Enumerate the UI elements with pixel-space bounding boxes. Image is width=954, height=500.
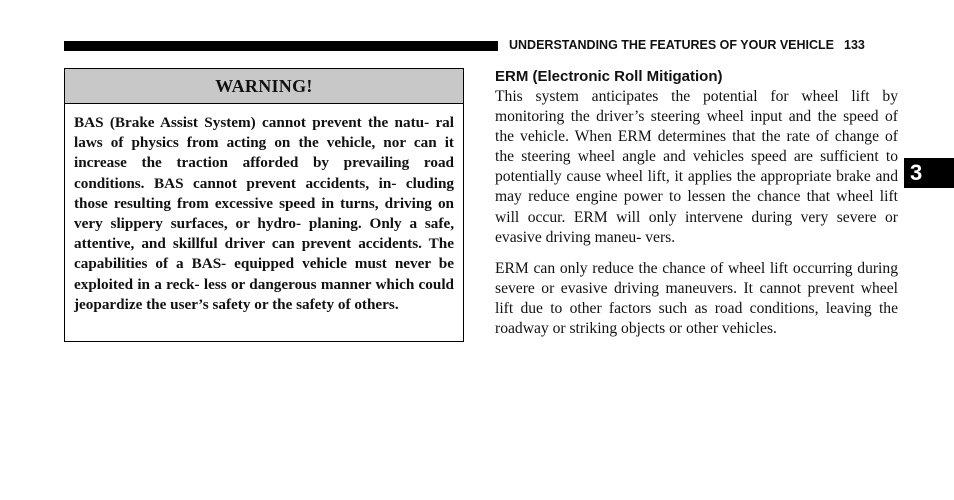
section-title: UNDERSTANDING THE FEATURES OF YOUR VEHICLE (509, 38, 835, 52)
warning-body: BAS (Brake Assist System) cannot prevent the natu- ral laws of physics from acting on the vehicle, nor can it increase the traction afforded by prevailing road conditions. BAS cannot prevent accidents, in- cluding those resulting from excessive speed in turns, driving on very slippery surfaces, or hydro- planing. Only a safe, attentive, and skillful driver can prevent accidents. The capabilities of a BAS- equipped vehicle must never be exploited in a reck- less or dangerous manner which could jeopardize the user’s safety or the safety of others. (74, 114, 454, 313)
section-heading: ERM (Electronic Roll Mitigation) (495, 68, 723, 85)
erm-section (495, 68, 898, 350)
warning-box (64, 68, 464, 342)
warning-title: WARNING! (65, 69, 463, 104)
running-header (509, 37, 899, 53)
chapter-tab: 3 (904, 158, 954, 188)
header-rule (64, 41, 498, 51)
paragraph: ERM can only reduce the chance of wheel lift occurring during severe or evasive driving maneuvers. It cannot prevent wheel lift due to other factors such as road conditions, leaving the roadway or striking objects or other vehicles. (495, 259, 898, 338)
paragraph: This system anticipates the potential for wheel lift by monitoring the driver’s steering wheel input and the speed of the vehicle. When ERM determines that the rate of change of the steering wheel angle and vehicles speed are sufficient to potentially cause wheel lift, it applies the appropriate brake and may reduce engine power to lessen the chance that wheel lift will occur. ERM will only intervene during very severe or evasive driving maneu- vers. (495, 88, 898, 246)
page-number: 133 (844, 38, 865, 52)
